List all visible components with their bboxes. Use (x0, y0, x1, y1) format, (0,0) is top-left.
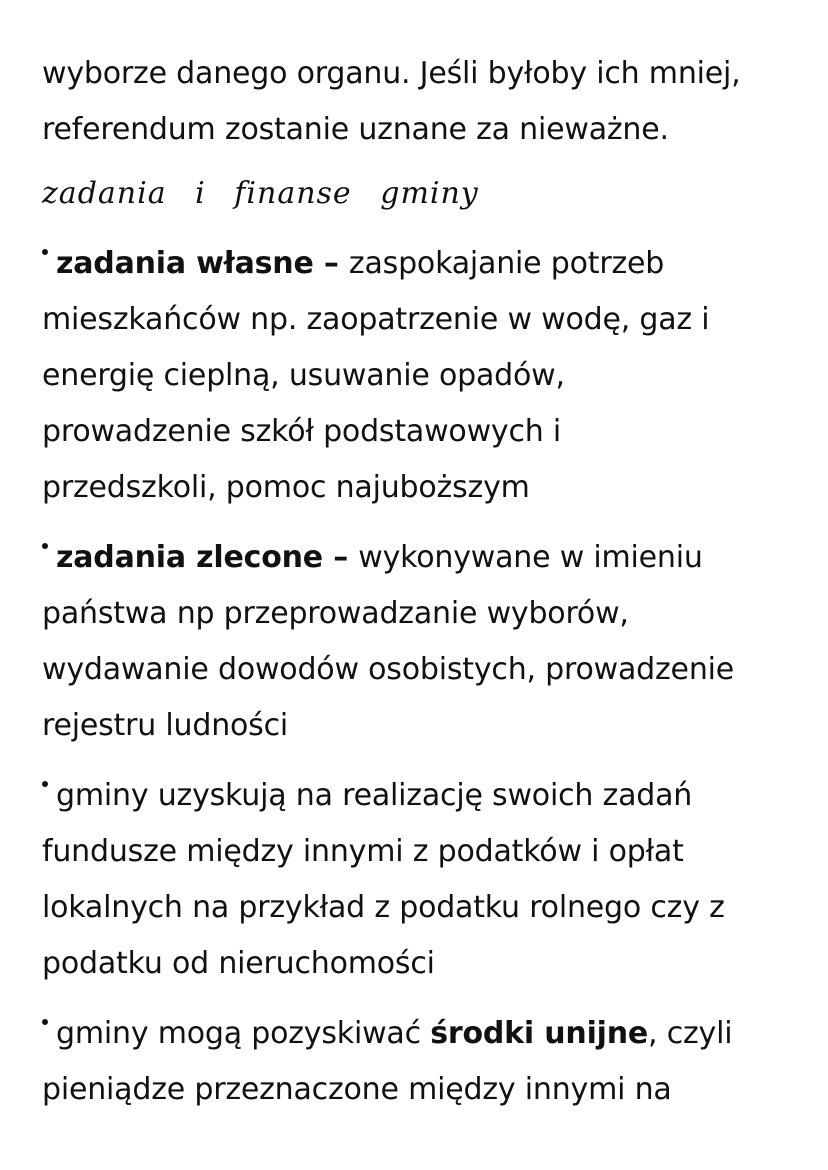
bullet-delegated-tasks (42, 530, 798, 754)
section-heading (42, 166, 798, 222)
text-line (42, 236, 798, 292)
bullet-eu-funds (42, 1006, 798, 1118)
text-fragment: gminy uzyskują na realizację swoich zadań (56, 778, 693, 813)
text-line: wyborze danego organu. Jeśli byłoby ich mniej, (42, 56, 741, 91)
text-line (42, 1006, 798, 1062)
heading-word: zadania (42, 176, 167, 211)
bullet-icon (42, 543, 48, 549)
heading-word: finanse (234, 176, 352, 211)
text-line: przedszkoli, pomoc najuboższym (42, 470, 530, 505)
text-fragment: , czyli (648, 1016, 733, 1051)
text-line: fundusze między innymi z podatków i opłat (42, 834, 684, 869)
bullet-icon (42, 249, 48, 255)
text-line: energię cieplną, usuwanie opadów, (42, 358, 565, 393)
text-line: państwa np przeprowadzanie wyborów, (42, 596, 629, 631)
bullet-own-tasks (42, 236, 798, 516)
text-line: mieszkańców np. zaopatrzenie w wodę, gaz i (42, 302, 710, 337)
intro-paragraph (42, 46, 798, 158)
bullet-icon (42, 1019, 48, 1025)
text-line: lokalnych na przykład z podatku rolnego czy z (42, 890, 725, 925)
text-line: referendum zostanie uznane za nieważne. (42, 112, 669, 147)
text-line: wydawanie dowodów osobistych, prowadzenie (42, 652, 735, 687)
bullet-funding (42, 768, 798, 992)
text-fragment: zaspokajanie potrzeb (348, 246, 665, 281)
text-line: prowadzenie szkół podstawowych i (42, 414, 562, 449)
text-line (42, 530, 798, 586)
bold-term: zadania własne (56, 246, 314, 281)
text-line: pieniądze przeznaczone między innymi na (42, 1072, 672, 1107)
heading-word: gminy (380, 176, 479, 211)
text-fragment: gminy mogą pozyskiwać (56, 1016, 431, 1051)
bold-term: zadania zlecone (56, 540, 323, 575)
text-fragment: wykonywane w imieniu (358, 540, 703, 575)
text-line: podatku od nieruchomości (42, 946, 435, 981)
text-line: rejestru ludności (42, 708, 289, 743)
dash-separator: – (313, 246, 349, 281)
bullet-icon (42, 781, 48, 787)
text-line (42, 768, 798, 824)
bold-term: środki unijne (430, 1016, 649, 1051)
heading-word: i (195, 176, 206, 211)
dash-separator: – (322, 540, 359, 575)
